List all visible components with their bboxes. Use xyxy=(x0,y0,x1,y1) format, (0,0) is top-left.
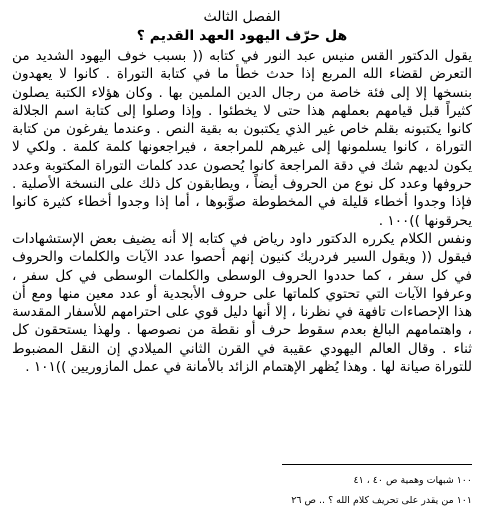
footnote: ١٠٠ شبهات وهمية ص ٤٠ ، ٤١ xyxy=(353,475,472,486)
footnote-divider xyxy=(282,464,472,465)
chapter-subtitle: هل حرّف اليهود العهد القديم ؟ xyxy=(136,28,348,44)
body-paragraph: يقول الدكتور القس منيس عبد النور في كتابه (( بسبب خوف اليهود الشديد من التعرض لقضاء الله المربع إذا حدث خطأ ما في كتابة التوراة . كانوا لا يعهدون بنسخها إلا إلى فئة خاصة من رجال الدين الملمين بها . وكان هؤلاء الكتبة يصلون كثيراً قبل قيامهم بعملهم هذا حتى لا يخطئوا . وإذا وصلوا إلى كتابة اسم الجلالة كانوا يكتبونه بقلم خاص غير الذي يكتبون به بقية النص . وعندما يفرغون من كتابة التوراة ، كانوا يسلمونها إلى غيرهم للمراجعة ، فيراجعونها كلمة كلمة . ولكي لا يكون لديهم شك في دقة المراجعة كانوا يُحصون عدد كلمات التوراة المكتوبة وعدد حروفها وعدد كل نوع من الحروف أيضاً ، ويطابقون كل ذلك على النسخة الأصلية . فإذا وجدوا أخطاء قليلة في المخطوطة صوَّبوها ، أما إذا وجدوا أخطاء كثيرة كانوا يحرقونها ))١٠٠ . xyxy=(12,48,472,229)
footnotes xyxy=(12,464,472,511)
chapter-title: الفصل الثالث xyxy=(203,9,281,25)
body-paragraph: ونفس الكلام يكرره الدكتور داود رياض في كتابه إلا أنه يضيف بعض الإستشهادات فيقول (( ويقول السير فردريك كنيون إنهم أحصوا عدد الآيات والكلمات والحروف في كل سفر ، كما حددوا الحروف الوسطى والكلمات الوسطى في كل سفر ، وعرفوا الآيات التي تحتوي كلماتها على حروف الأبجدية أو عدد معين منها ومع أن هذا الإحصاءات تافهة في نظرنا ، إلا أنها دليل قوي على احترامهم للأسفار المقدسة ، واهتمامهم البالغ بعدم سقوط حرف أو نقطة من نصوصها . ولهذا يستحقون كل ثناء . وقال العالم اليهودي عقيبة في القرن الثاني الميلادي إن النقل المضبوط للتوراة صيانة لها . وهذا يُظهر الإهتمام الزائد بالأمانة في عمل المازوريين ))١٠١ . xyxy=(12,230,472,376)
footnote: ١٠١ من يقدر على تحريف كلام الله ؟ .. ص ٢٦ xyxy=(291,495,472,506)
